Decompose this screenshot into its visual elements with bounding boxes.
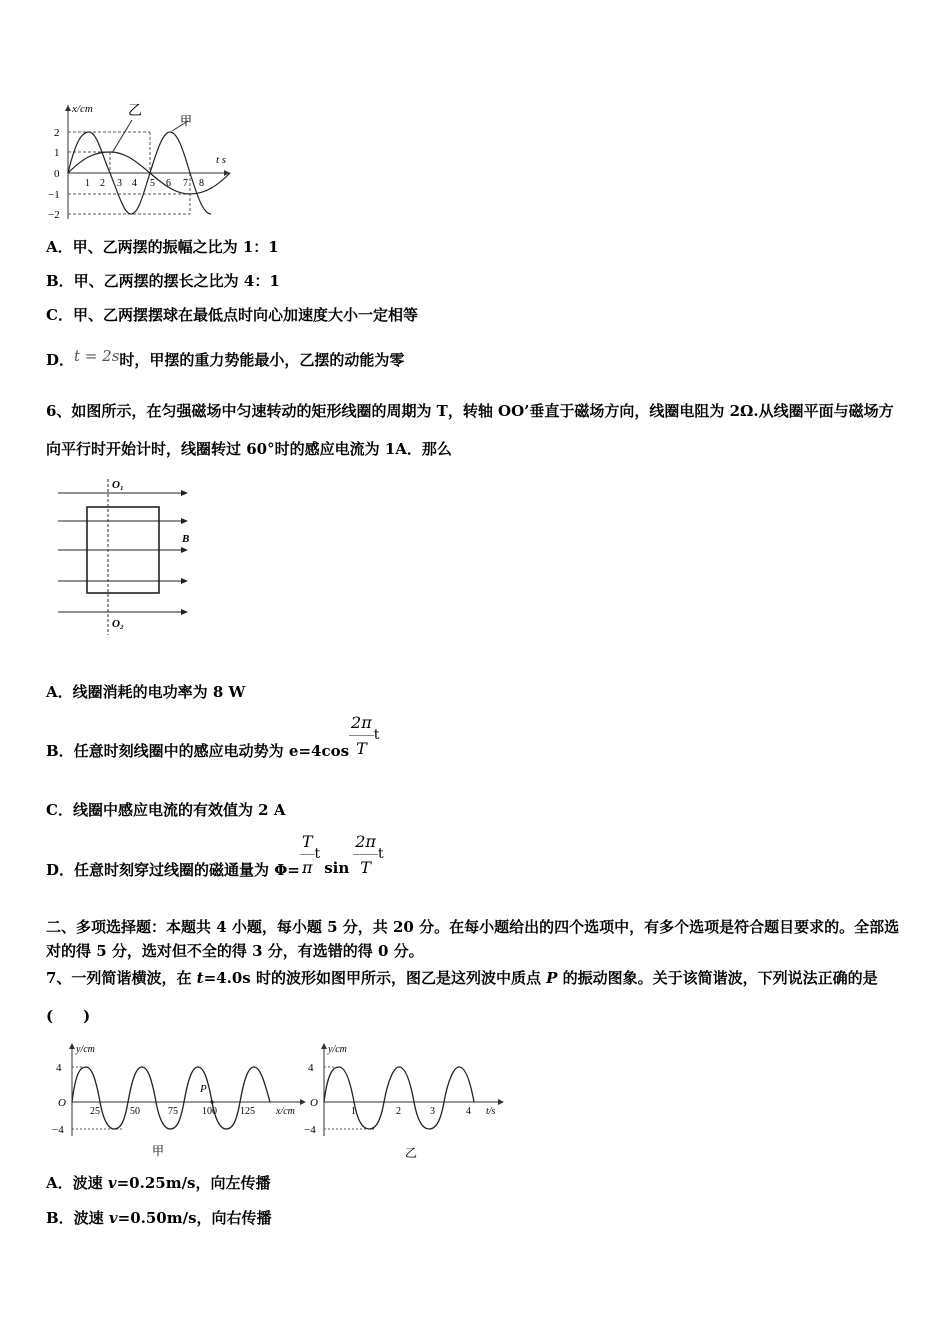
q6-stem: 6、如图所示，在匀强磁场中匀速转动的矩形线圈的周期为 T，转轴 OO’垂直于磁场方向，线圈电阻为 2Ω.从线圈平面与磁场方向平行时开始计时，线圈转过 60°时的感应电流为 1A．那么 (46, 402, 894, 458)
fraction-numerator: 2π (353, 832, 378, 855)
section-2-heading: 二、多项选择题：本题共 4 小题，每小题 5 分，共 20 分。在每小题给出的四个选项中，有多个选项是符合题目要求的。全部选对的得 5 分，选对但不全的得 3 分，有选错的得 0 分。 (46, 918, 900, 960)
q7-stem (46, 959, 908, 1035)
q6-option-b-text: B．任意时刻线圈中的感应电动势为 e=4cos (46, 742, 350, 760)
t-tick: 7 (183, 178, 188, 189)
q5-option-d-math: t = 2s (74, 347, 120, 365)
x-tick: 100 (202, 1106, 217, 1117)
t-tick: 2 (396, 1106, 401, 1117)
y-axis-arrow (321, 1043, 327, 1049)
t-tick: 2 (100, 178, 105, 189)
t-tick: 1 (351, 1106, 356, 1117)
y-axis-arrow (69, 1043, 75, 1049)
q7-option-a-post: =0.25m/s，向左传播 (116, 1174, 271, 1192)
t-axis-label: t s (216, 154, 227, 166)
q7-stem-t: t (196, 969, 204, 987)
t-tick: 5 (150, 178, 155, 189)
q5-option-d-prefix: D． (46, 351, 75, 369)
rotating-coil-figure (50, 475, 210, 635)
q6-option-b-fraction (349, 713, 374, 758)
q7-option-b-pre: B．波速 (46, 1209, 109, 1227)
origin-label: O (58, 1097, 66, 1109)
origin-label: O (310, 1097, 318, 1109)
axis-label-top: O₁ (112, 479, 124, 491)
q7-option-b[interactable] (46, 1207, 272, 1228)
q7-option-a-v: v (107, 1174, 117, 1192)
q6-option-d-sin: sin (324, 859, 350, 877)
q6-option-d[interactable] (46, 832, 384, 880)
t-tick: 3 (430, 1106, 435, 1117)
x-axis-arrow (65, 105, 71, 111)
vibration-curve (324, 1067, 474, 1129)
x-axis-label: x/cm (276, 1106, 295, 1117)
leader-yi (112, 120, 132, 153)
wave-curve (72, 1067, 270, 1129)
q6-option-b[interactable] (46, 713, 379, 761)
y-min-label: −4 (304, 1124, 316, 1136)
y-min-label: −4 (52, 1124, 64, 1136)
q7-stem-p: P (546, 969, 558, 987)
q7-stem-post: 的振动图象。关于该简谐波，下列说法正确的是( ) (46, 969, 878, 1025)
t-axis-arrow (498, 1099, 504, 1105)
y-max-label: 4 (56, 1062, 62, 1074)
wave-graph-jia (48, 1040, 310, 1160)
q6-option-d-fraction-2 (353, 832, 378, 877)
vibration-graph-yi (300, 1040, 510, 1162)
q5-option-a[interactable]: A．甲、乙两摆的振幅之比为 1：1 (46, 238, 279, 256)
t-tick: 3 (117, 178, 122, 189)
fraction-denominator: π (301, 858, 313, 877)
q5-option-d-text: 时，甲摆的重力势能最小，乙摆的动能为零 (119, 351, 405, 369)
x-axis-label: x/cm (72, 103, 93, 115)
q6-option-a[interactable]: A．线圈消耗的电功率为 8 W (46, 683, 246, 701)
t-tick: 6 (166, 178, 171, 189)
x-tick: 25 (90, 1106, 100, 1117)
x-tick-neg1: −1 (48, 189, 60, 201)
q7-option-a-pre: A．波速 (46, 1174, 108, 1192)
q7-option-b-v: v (108, 1209, 118, 1227)
q5-option-c[interactable]: C．甲、乙两摆摆球在最低点时向心加速度大小一定相等 (46, 306, 418, 324)
curve-jia-label: 甲 (180, 114, 193, 128)
graph-caption: 甲 (152, 1144, 165, 1158)
q6-option-d-t2: t (377, 846, 384, 862)
q6-option-c[interactable]: C．线圈中感应电流的有效值为 2 A (46, 801, 286, 819)
field-label: B (182, 533, 190, 545)
axis-label-bottom: O₂ (112, 618, 124, 630)
q7-option-b-post: =0.50m/s，向右传播 (117, 1209, 272, 1227)
x-tick-neg2: −2 (48, 209, 60, 221)
q5-option-b[interactable]: B．甲、乙两摆的摆长之比为 4：1 (46, 272, 280, 290)
fraction-denominator: T (360, 858, 371, 877)
x-tick: 75 (168, 1106, 178, 1117)
t-tick: 4 (132, 178, 137, 189)
fraction-numerator: 2π (349, 713, 374, 736)
point-p (210, 1100, 213, 1103)
fraction-numerator: T (300, 832, 315, 855)
t-tick: 1 (85, 178, 90, 189)
t-axis-label: t/s (486, 1106, 496, 1117)
x-tick-1: 1 (54, 147, 60, 159)
q6-option-d-text: D．任意时刻穿过线圈的磁通量为 Φ= (46, 861, 300, 879)
x-tick-0: 0 (54, 168, 60, 180)
q7-option-a[interactable] (46, 1172, 271, 1193)
x-tick-2: 2 (54, 127, 60, 139)
y-axis-label: y/cm (76, 1044, 95, 1055)
point-p-label: P (200, 1083, 207, 1095)
q7-stem-pre: 7、一列简谐横波，在 (46, 969, 197, 987)
x-tick: 50 (130, 1106, 140, 1117)
q5-option-d[interactable] (46, 349, 404, 370)
q7-stem-mid: =4.0s 时的波形如图甲所示，图乙是这列波中质点 (203, 969, 547, 987)
q6-option-b-t: t (373, 727, 380, 743)
y-axis-label: y/cm (328, 1044, 347, 1055)
field-arrow (181, 578, 188, 584)
pendulum-xt-graph (40, 95, 240, 225)
t-tick: 4 (466, 1106, 471, 1117)
field-arrow (181, 518, 188, 524)
field-arrow (181, 547, 188, 553)
field-arrow (181, 609, 188, 615)
y-max-label: 4 (308, 1062, 314, 1074)
graph-caption: 乙 (405, 1146, 418, 1160)
t-tick: 8 (199, 178, 204, 189)
x-tick: 125 (240, 1106, 255, 1117)
curve-yi-label: 乙 (128, 104, 142, 119)
q6-option-d-t1: t (314, 846, 321, 862)
q6-option-d-fraction-1 (300, 832, 315, 877)
fraction-denominator: T (356, 739, 367, 758)
field-arrow (181, 490, 188, 496)
